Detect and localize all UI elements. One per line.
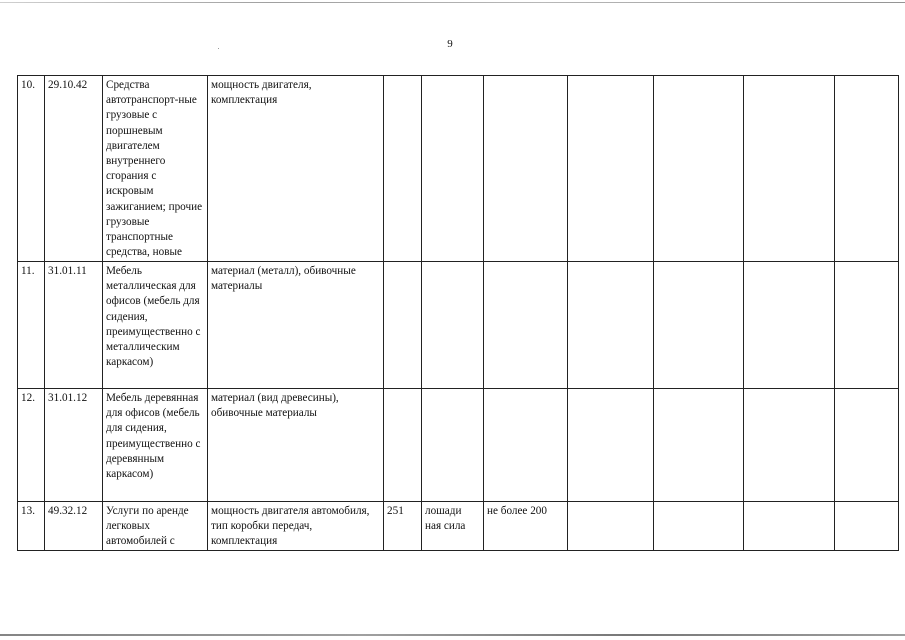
empty-cell — [654, 262, 744, 389]
item-name: Мебель металлическая для офисов (мебель для сидения, преимущественно с металлическим каркасом) — [103, 262, 208, 389]
unit-name — [422, 389, 484, 502]
value-cell — [484, 389, 568, 502]
item-characteristics: материал (металл), обивочные материалы — [208, 262, 384, 389]
empty-cell — [744, 389, 835, 502]
table-row — [18, 389, 899, 502]
okpd-code: 49.32.12 — [45, 502, 103, 551]
unit-name — [422, 76, 484, 262]
table-row — [18, 76, 899, 262]
table-row — [18, 502, 899, 551]
unit-code: 251 — [384, 502, 422, 551]
empty-cell — [568, 262, 654, 389]
scan-edge-bottom — [0, 634, 905, 636]
empty-cell — [568, 502, 654, 551]
item-name: Услуги по аренде легковых автомобилей с — [103, 502, 208, 551]
value-cell — [484, 76, 568, 262]
unit-name: лошади ная сила — [422, 502, 484, 551]
scan-edge-top — [0, 2, 905, 3]
unit-code — [384, 76, 422, 262]
empty-cell — [654, 502, 744, 551]
empty-cell — [744, 76, 835, 262]
empty-cell — [744, 502, 835, 551]
page-number: 9 — [447, 38, 453, 50]
okpd-code: 31.01.11 — [45, 262, 103, 389]
item-characteristics: мощность двигателя, комплектация — [208, 76, 384, 262]
okpd-code: 29.10.42 — [45, 76, 103, 262]
empty-cell — [568, 389, 654, 502]
item-name: Средства автотранспорт-ные грузовые с поршневым двигателем внутреннего сгорания с искровым зажиганием; прочие грузовые транспортные средства, новые — [103, 76, 208, 262]
item-name: Мебель деревянная для офисов (мебель для сидения, преимущественно с деревянным каркасом) — [103, 389, 208, 502]
empty-cell — [654, 389, 744, 502]
empty-cell — [835, 262, 899, 389]
specification-table — [17, 75, 899, 551]
unit-name — [422, 262, 484, 389]
row-number: 10. — [18, 76, 45, 262]
empty-cell — [835, 502, 899, 551]
empty-cell — [568, 76, 654, 262]
okpd-code: 31.01.12 — [45, 389, 103, 502]
row-number: 11. — [18, 262, 45, 389]
empty-cell — [835, 389, 899, 502]
table-row — [18, 262, 899, 389]
empty-cell — [835, 76, 899, 262]
item-characteristics: материал (вид древесины), обивочные материалы — [208, 389, 384, 502]
unit-code — [384, 262, 422, 389]
unit-code — [384, 389, 422, 502]
value-cell — [484, 262, 568, 389]
empty-cell — [744, 262, 835, 389]
value-cell: не более 200 — [484, 502, 568, 551]
empty-cell — [654, 76, 744, 262]
item-characteristics: мощность двигателя автомобиля, тип коробки передач, комплектация — [208, 502, 384, 551]
row-number: 13. — [18, 502, 45, 551]
scan-speck — [218, 48, 219, 49]
row-number: 12. — [18, 389, 45, 502]
